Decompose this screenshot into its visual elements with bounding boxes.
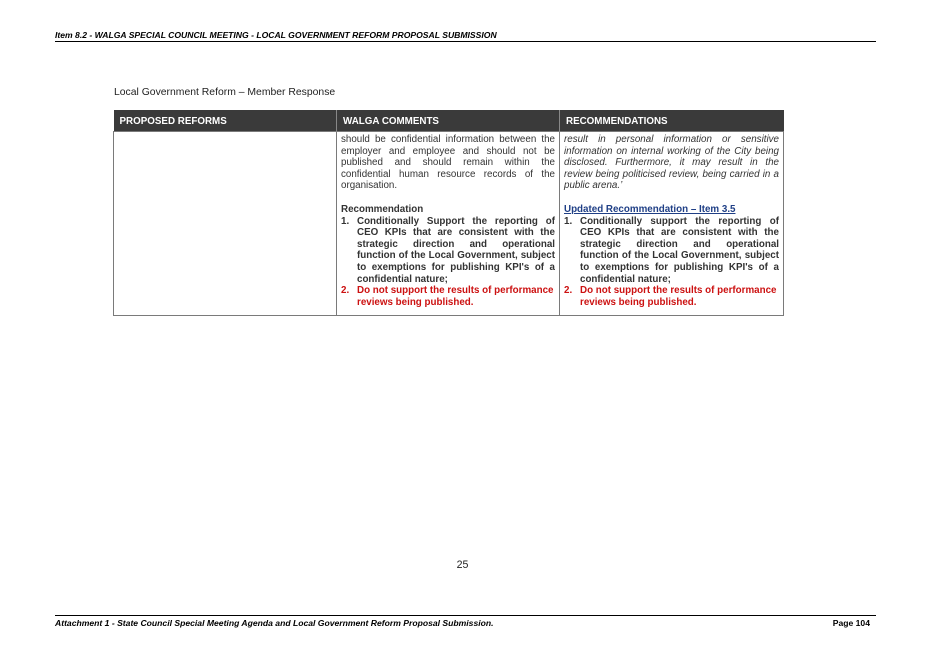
list-item-text: Conditionally support the reporting of CEO KPIs that are consistent with the strategic direction and operational function of the Local Government, subject to exemptions for publishing KPI's of a confidential nature; — [580, 215, 779, 285]
list-item-number: 2. — [564, 285, 573, 297]
updated-recommendation-heading: Updated Recommendation – Item 3.5 — [564, 203, 736, 215]
page-number: 25 — [456, 559, 469, 571]
column-header-walga-comments: WALGA COMMENTS — [337, 110, 560, 132]
list-item-text: Do not support the results of performance reviews being published. — [580, 285, 777, 308]
document-footer — [55, 615, 876, 628]
member-response-table — [113, 110, 784, 316]
table-header-row — [114, 110, 784, 132]
list-item — [564, 216, 779, 286]
section-subtitle: Local Government Reform – Member Response — [114, 87, 336, 98]
list-item-number: 1. — [341, 215, 350, 227]
table-row — [114, 132, 784, 316]
document-header: Item 8.2 - WALGA SPECIAL COUNCIL MEETING - LOCAL GOVERNMENT REFORM PROPOSAL SUBMISSION — [55, 30, 876, 42]
footer-text: Attachment 1 - State Council Special Meeting Agenda and Local Government Reform Proposal Submission. — [55, 618, 494, 628]
recommendations-cell — [560, 132, 784, 316]
list-item — [564, 285, 779, 308]
walga-recommendation-list — [341, 216, 555, 309]
updated-recommendation-list — [564, 216, 779, 309]
list-item-number: 2. — [341, 285, 350, 297]
list-item — [341, 285, 555, 308]
walga-comment-paragraph: should be confidential information between the employer and employee and should not be published and should remain within the confidential human resource records of the organisation. — [341, 134, 555, 192]
walga-recommendation-heading: Recommendation — [341, 203, 424, 215]
recommendation-paragraph: result in personal information or sensitive information on internal working of the City being disclosed. Furthermore, it may result in the review being politicised review, being carried in a public arena.’ — [564, 134, 779, 192]
list-item-text: Conditionally Support the reporting of CEO KPIs that are consistent with the strategic direction and operational function of the Local Government, subject to exemptions for publishing KPI's of a confidential nature; — [357, 215, 555, 285]
walga-comments-cell — [337, 132, 560, 316]
list-item-text: Do not support the results of performance reviews being published. — [357, 285, 554, 308]
column-header-recommendations: RECOMMENDATIONS — [560, 110, 784, 132]
proposed-reforms-cell — [114, 132, 337, 316]
column-header-proposed-reforms: PROPOSED REFORMS — [114, 110, 337, 132]
list-item — [341, 216, 555, 286]
footer-page-label: Page 104 — [832, 618, 870, 628]
list-item-number: 1. — [564, 215, 573, 227]
